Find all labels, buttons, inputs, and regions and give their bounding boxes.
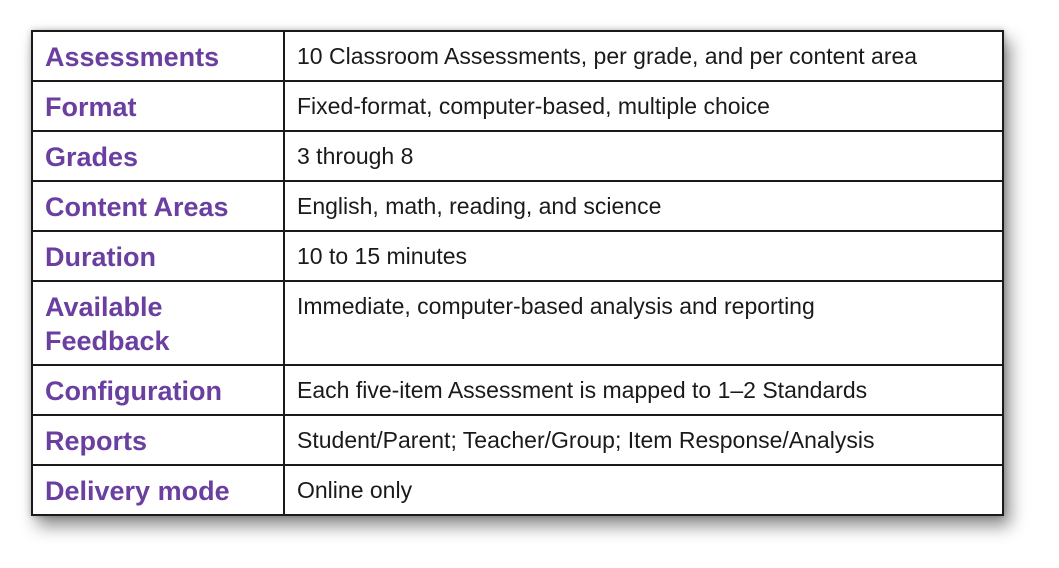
row-value-delivery-mode: Online only bbox=[284, 465, 1002, 514]
row-value-format: Fixed-format, computer-based, multiple choice bbox=[284, 81, 1002, 131]
row-value-assessments: 10 Classroom Assessments, per grade, and per content area bbox=[284, 32, 1002, 81]
table-row bbox=[33, 281, 1002, 365]
table-row bbox=[33, 131, 1002, 181]
row-value-reports: Student/Parent; Teacher/Group; Item Response/Analysis bbox=[284, 415, 1002, 465]
table-row bbox=[33, 465, 1002, 514]
table-row bbox=[33, 415, 1002, 465]
row-value-grades: 3 through 8 bbox=[284, 131, 1002, 181]
row-label-delivery-mode: Delivery mode bbox=[33, 465, 284, 514]
table-row bbox=[33, 231, 1002, 281]
row-value-duration: 10 to 15 minutes bbox=[284, 231, 1002, 281]
row-label-available-feedback: Available Feedback bbox=[33, 281, 284, 365]
row-value-configuration: Each five-item Assessment is mapped to 1–2 Standards bbox=[284, 365, 1002, 415]
row-label-duration: Duration bbox=[33, 231, 284, 281]
row-value-available-feedback: Immediate, computer-based analysis and reporting bbox=[284, 281, 1002, 365]
row-label-assessments: Assessments bbox=[33, 32, 284, 81]
row-value-content-areas: English, math, reading, and science bbox=[284, 181, 1002, 231]
table-row bbox=[33, 181, 1002, 231]
row-label-grades: Grades bbox=[33, 131, 284, 181]
assessment-info-table bbox=[33, 32, 1002, 514]
row-label-configuration: Configuration bbox=[33, 365, 284, 415]
table-row bbox=[33, 32, 1002, 81]
row-label-format: Format bbox=[33, 81, 284, 131]
table-row bbox=[33, 81, 1002, 131]
assessment-info-card bbox=[31, 30, 1004, 516]
table-row bbox=[33, 365, 1002, 415]
row-label-content-areas: Content Areas bbox=[33, 181, 284, 231]
row-label-reports: Reports bbox=[33, 415, 284, 465]
